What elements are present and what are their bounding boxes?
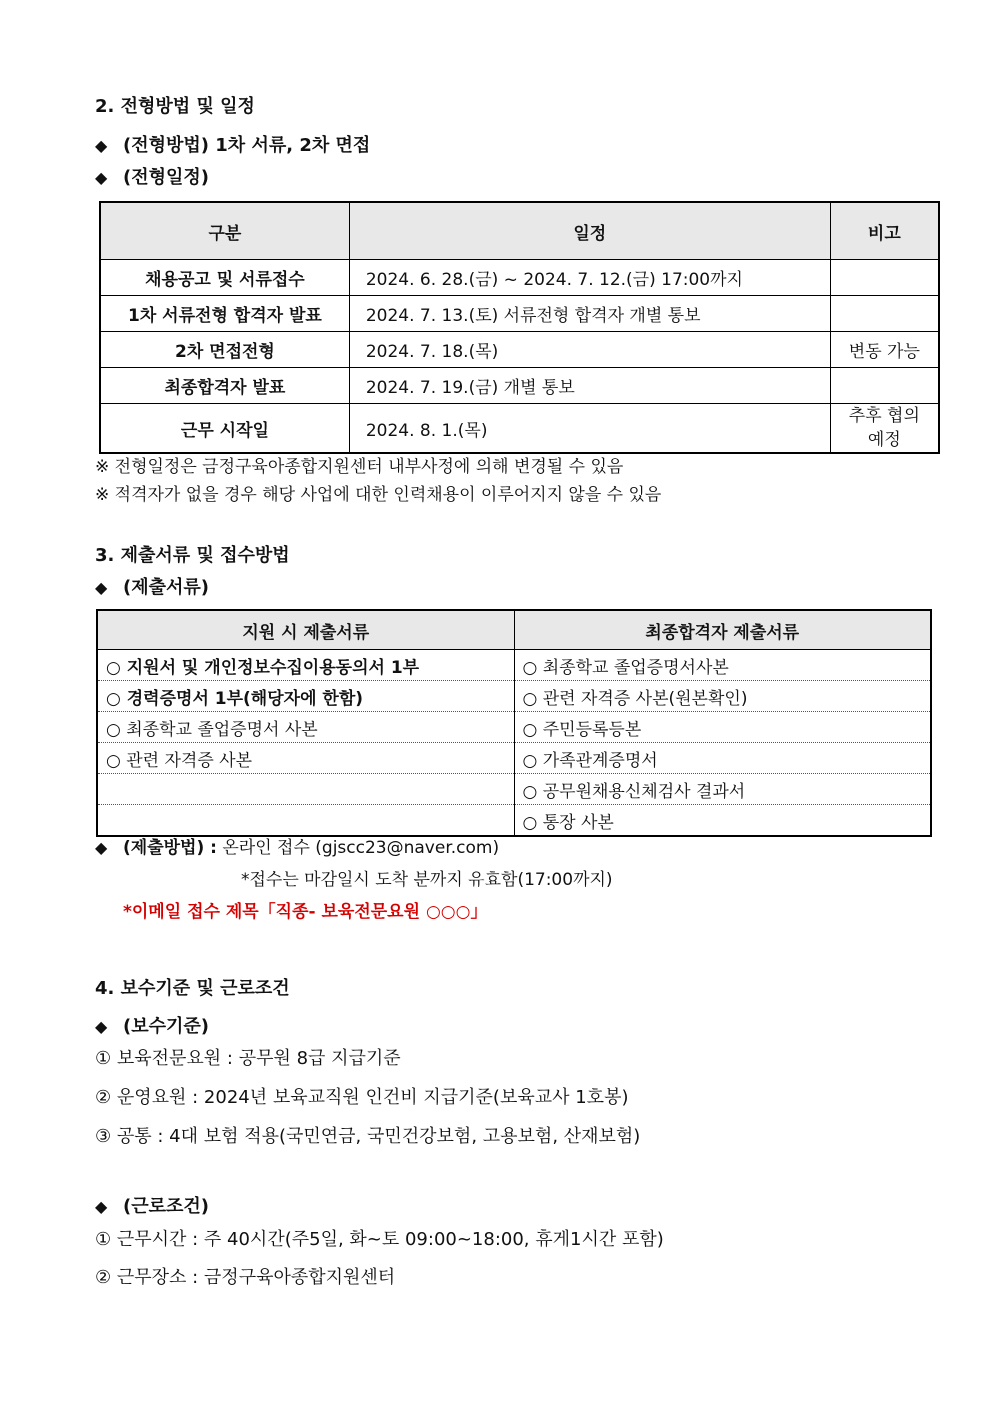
- diamond-icon: ◆: [95, 578, 108, 597]
- header-final-docs: 최종합격자 제출서류: [514, 610, 931, 650]
- docs-label: ◆ (제출서류): [95, 577, 210, 598]
- email-title-note: *이메일 접수 제목「직종- 보육전문요원 ○○○」: [123, 902, 488, 922]
- work-item-2: ② 근무장소 : 금정구육아종합지원센터: [95, 1267, 396, 1288]
- diamond-icon: ◆: [95, 1017, 108, 1036]
- table-row: [97, 774, 931, 805]
- section-2-title: 2. 전형방법 및 일정: [95, 96, 255, 117]
- table-row: [100, 332, 939, 368]
- table-row: [100, 260, 939, 296]
- apply-doc: [97, 774, 514, 805]
- diamond-icon: ◆: [95, 838, 108, 857]
- final-doc: ○ 관련 자격증 사본(원본확인): [514, 681, 931, 712]
- row-category: 근무 시작일: [100, 404, 349, 454]
- work-label: ◆ (근로조건): [95, 1196, 210, 1217]
- header-date: 일정: [349, 202, 830, 260]
- row-category: 채용공고 및 서류접수: [100, 260, 349, 296]
- header-category: 구분: [100, 202, 349, 260]
- table-row: [100, 368, 939, 404]
- table-row: [100, 404, 939, 454]
- diamond-icon: ◆: [95, 136, 108, 155]
- table-row: [100, 296, 939, 332]
- table-header: [97, 610, 931, 650]
- pay-item-1: ① 보육전문요원 : 공무원 8급 지급기준: [95, 1048, 401, 1069]
- final-doc: ○ 주민등록등본: [514, 712, 931, 743]
- apply-doc: ○ 최종학교 졸업증명서 사본: [97, 712, 514, 743]
- row-date: 2024. 7. 13.(토) 서류전형 합격자 개별 통보: [349, 296, 830, 332]
- apply-doc: ○ 관련 자격증 사본: [97, 743, 514, 774]
- table-row: [97, 805, 931, 837]
- table-header: [100, 202, 939, 260]
- row-date: 2024. 7. 18.(목): [349, 332, 830, 368]
- schedule-note-1: ※ 전형일정은 금정구육아종합지원센터 내부사정에 의해 변경될 수 있음: [95, 457, 624, 477]
- final-doc: ○ 가족관계증명서: [514, 743, 931, 774]
- row-date: 2024. 6. 28.(금) ~ 2024. 7. 12.(금) 17:00까지: [349, 260, 830, 296]
- table-row: [97, 712, 931, 743]
- apply-doc: [97, 805, 514, 837]
- work-item-1: ① 근무시간 : 주 40시간(주5일, 화~토 09:00~18:00, 휴게1시간 포함): [95, 1229, 664, 1250]
- pay-label: ◆ (보수기준): [95, 1016, 210, 1037]
- schedule-table: [99, 201, 940, 454]
- row-category: 최종합격자 발표: [100, 368, 349, 404]
- diamond-icon: ◆: [95, 168, 108, 187]
- row-category: 2차 면접전형: [100, 332, 349, 368]
- method-line: ◆ (전형방법) 1차 서류, 2차 면접: [95, 135, 371, 156]
- row-note: [830, 296, 939, 332]
- row-note: 변동 가능: [830, 332, 939, 368]
- row-category: 1차 서류전형 합격자 발표: [100, 296, 349, 332]
- final-doc: ○ 최종학교 졸업증명서사본: [514, 650, 931, 681]
- submit-note: *접수는 마감일시 도착 분까지 유효함(17:00까지): [241, 870, 613, 890]
- apply-doc: ○ 경력증명서 1부(해당자에 한함): [97, 681, 514, 712]
- submit-method: ◆ (제출방법) : 온라인 접수 (gjscc23@naver.com): [95, 838, 500, 858]
- apply-doc: ○ 지원서 및 개인정보수집이용동의서 1부: [97, 650, 514, 681]
- header-apply-docs: 지원 시 제출서류: [97, 610, 514, 650]
- diamond-icon: ◆: [95, 1197, 108, 1216]
- documents-table: [96, 609, 932, 837]
- pay-item-2: ② 운영요원 : 2024년 보육교직원 인건비 지급기준(보육교사 1호봉): [95, 1087, 629, 1108]
- final-doc: ○ 공무원채용신체검사 결과서: [514, 774, 931, 805]
- schedule-note-2: ※ 적격자가 없을 경우 해당 사업에 대한 인력채용이 이루어지지 않을 수 있음: [95, 485, 662, 505]
- row-date: 2024. 7. 19.(금) 개별 통보: [349, 368, 830, 404]
- header-note: 비고: [830, 202, 939, 260]
- row-note: [830, 260, 939, 296]
- row-note: 추후 협의 예정: [830, 404, 939, 454]
- schedule-label: ◆ (전형일정): [95, 167, 210, 188]
- pay-item-3: ③ 공통 : 4대 보험 적용(국민연금, 국민건강보험, 고용보험, 산재보험): [95, 1126, 641, 1147]
- table-row: [97, 743, 931, 774]
- table-row: [97, 650, 931, 681]
- table-row: [97, 681, 931, 712]
- row-date: 2024. 8. 1.(목): [349, 404, 830, 454]
- section-3-title: 3. 제출서류 및 접수방법: [95, 545, 290, 566]
- final-doc: ○ 통장 사본: [514, 805, 931, 837]
- row-note: [830, 368, 939, 404]
- section-4-title: 4. 보수기준 및 근로조건: [95, 978, 290, 999]
